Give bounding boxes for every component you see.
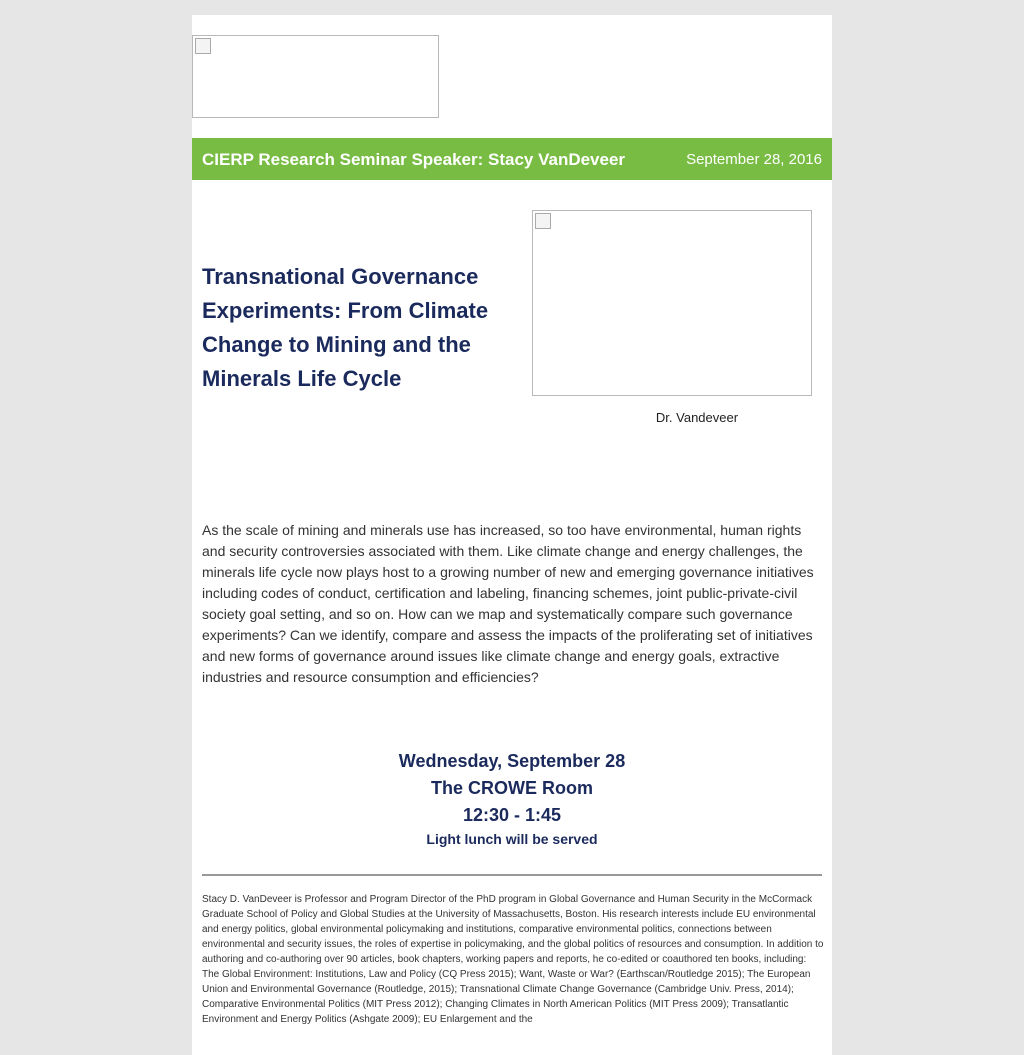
- abstract-text: As the scale of mining and minerals use has increased, so too have environmental, human rights and security controversies associated with them. Like climate change and energy challenges, the minerals life cycle now plays host to a growing number of new and emerging governance initiatives including codes of conduct, certification and labeling, financing schemes, joint public-private-civil society goal setting, and so on. How can we map and systematically compare such governance experiments? Can we identify, compare and assess the impacts of the proliferating set of initiatives and new forms of governance around issues like climate change and energy goals, extractive industries and resource consumption and efficiencies?: [202, 522, 814, 685]
- speaker-photo-broken: [532, 210, 812, 396]
- broken-image-icon: [535, 213, 551, 229]
- event-room: The CROWE Room: [431, 778, 593, 798]
- broken-image-icon: [195, 38, 211, 54]
- divider: [202, 874, 822, 876]
- photo-caption: Dr. Vandeveer: [655, 410, 739, 425]
- event-note: Light lunch will be served: [426, 831, 598, 847]
- seminar-headline: Transnational Governance Experiments: From Climate Change to Mining and the Minerals Life Cycle: [202, 264, 489, 391]
- email-page: [192, 15, 832, 1055]
- event-time: 12:30 - 1:45: [462, 805, 562, 825]
- event-details: [192, 748, 832, 849]
- logo-image-broken: [192, 35, 439, 118]
- header-banner: [192, 138, 832, 180]
- banner-date: September 28, 2016: [686, 151, 822, 168]
- event-day: Wednesday, September 28: [398, 751, 626, 771]
- banner-title: CIERP Research Seminar Speaker: Stacy VanDeveer: [202, 150, 626, 169]
- speaker-bio: Stacy D. VanDeveer is Professor and Program Director of the PhD program in Global Governance and Human Security in the McCormack Graduate School of Policy and Global Studies at the University of Massachusetts, Boston. His research interests include EU environmental and energy politics, global environmental policymaking and institutions, comparative environmental politics, connections between environmental and security issues, the roles of expertise in policymaking, and the global politics of resources and consumption. In addition to authoring and co-authoring over 90 articles, book chapters, working papers and reports, he co-edited or coauthored ten books, including: The Global Environment: Institutions, Law and Policy (CQ Press 2015); Want, Waste or War? (Earthscan/Routledge 2015); The European Union and Environmental Governance (Routledge, 2015); Transnational Climate Change Governance (Cambridge Univ. Press, 2014); Comparative Environmental Politics (MIT Press 2012); Changing Climates in North American Politics (MIT Press 2009); Transatlantic Environment and Energy Politics (Ashgate 2009); EU Enlargement and the: [202, 894, 824, 1025]
